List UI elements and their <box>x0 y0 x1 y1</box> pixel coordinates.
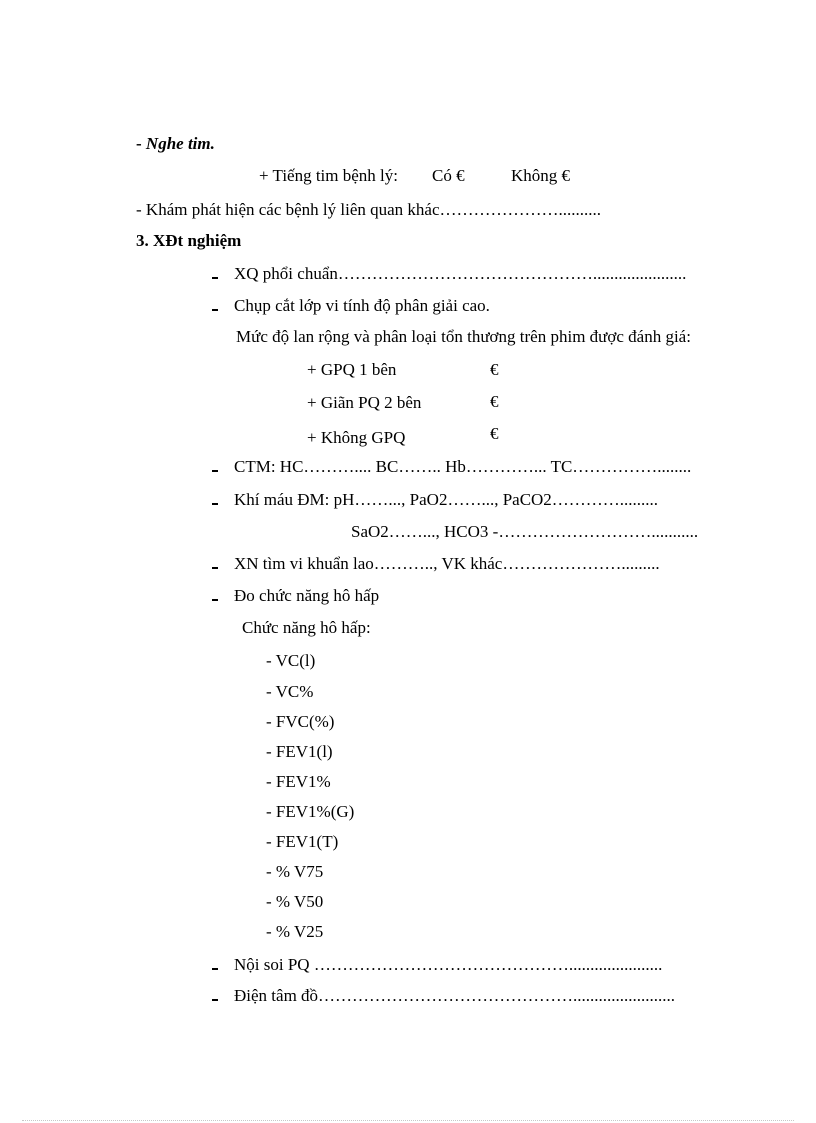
bullet-marker <box>212 277 218 279</box>
nghe-tim-heading <box>136 133 215 155</box>
chuc-nang-item: - % V25 <box>266 922 324 941</box>
tieng-tim-option-khong: Không € <box>511 166 571 185</box>
gpq-option-mark: € <box>490 392 499 411</box>
chuc-nang-item: - % V75 <box>266 862 324 881</box>
khi-mau-line-2: SaO2……..., HCO3 -………………………........... <box>351 522 699 541</box>
nghe-tim-prefix: - <box>136 134 146 153</box>
bullet-marker <box>212 567 218 569</box>
nghe-tim-title: Nghe tim. <box>145 134 215 153</box>
xn-vi-khuan-line: XN tìm vi khuẩn lao……….., VK khác…………………......... <box>234 554 660 573</box>
bullet-marker <box>212 470 218 472</box>
chuc-nang-item: - FEV1(T) <box>266 832 339 851</box>
gpq-option-label: + Giãn PQ 2 bên <box>307 393 422 412</box>
chup-cat-lop-line: Chụp cắt lớp vi tính độ phân giải cao. <box>234 296 490 315</box>
bullet-marker <box>212 309 218 311</box>
bullet-marker <box>212 999 218 1001</box>
muc-do-line: Mức độ lan rộng và phân loại tổn thương trên phim được đánh giá: <box>236 327 691 346</box>
tieng-tim-option-co: Có € <box>432 166 465 185</box>
chuc-nang-item: - FEV1%(G) <box>266 802 355 821</box>
noi-soi-line: Nội soi PQ ………………………………………...................... <box>234 955 663 974</box>
do-chuc-nang-line: Đo chức năng hô hấp <box>234 586 380 605</box>
page-bottom-divider <box>22 1120 794 1121</box>
bullet-marker <box>212 968 218 970</box>
chuc-nang-item: - VC(l) <box>266 651 316 670</box>
kham-phat-hien-line: - Khám phát hiện các bệnh lý liên quan khác………………….......... <box>136 200 602 219</box>
chuc-nang-item: - FEV1% <box>266 772 331 791</box>
gpq-option-mark: € <box>490 360 499 379</box>
gpq-option-label: + GPQ 1 bên <box>307 360 397 379</box>
section-title: 3. XĐt nghiệm <box>136 231 242 250</box>
gpq-option-mark: € <box>490 424 499 443</box>
chuc-nang-item: - % V50 <box>266 892 324 911</box>
chuc-nang-item: - FVC(%) <box>266 712 335 731</box>
bullet-marker <box>212 599 218 601</box>
tieng-tim-label: + Tiếng tim bệnh lý: <box>259 166 398 185</box>
gpq-option-label: + Không GPQ <box>307 428 406 447</box>
ctm-line: CTM: HC……….... BC…….. Hb…………... TC……………........ <box>234 457 692 476</box>
chuc-nang-label: Chức năng hô hấp: <box>242 618 371 637</box>
bullet-marker <box>212 503 218 505</box>
khi-mau-line: Khí máu ĐM: pH……..., PaO2……..., PaCO2…………......... <box>234 490 659 509</box>
xq-line: XQ phổi chuẩn………………………………………...................... <box>234 264 687 283</box>
dien-tam-do-line: Điện tâm đồ………………………………………........................ <box>234 986 676 1005</box>
chuc-nang-item: - VC% <box>266 682 314 701</box>
chuc-nang-item: - FEV1(l) <box>266 742 333 761</box>
